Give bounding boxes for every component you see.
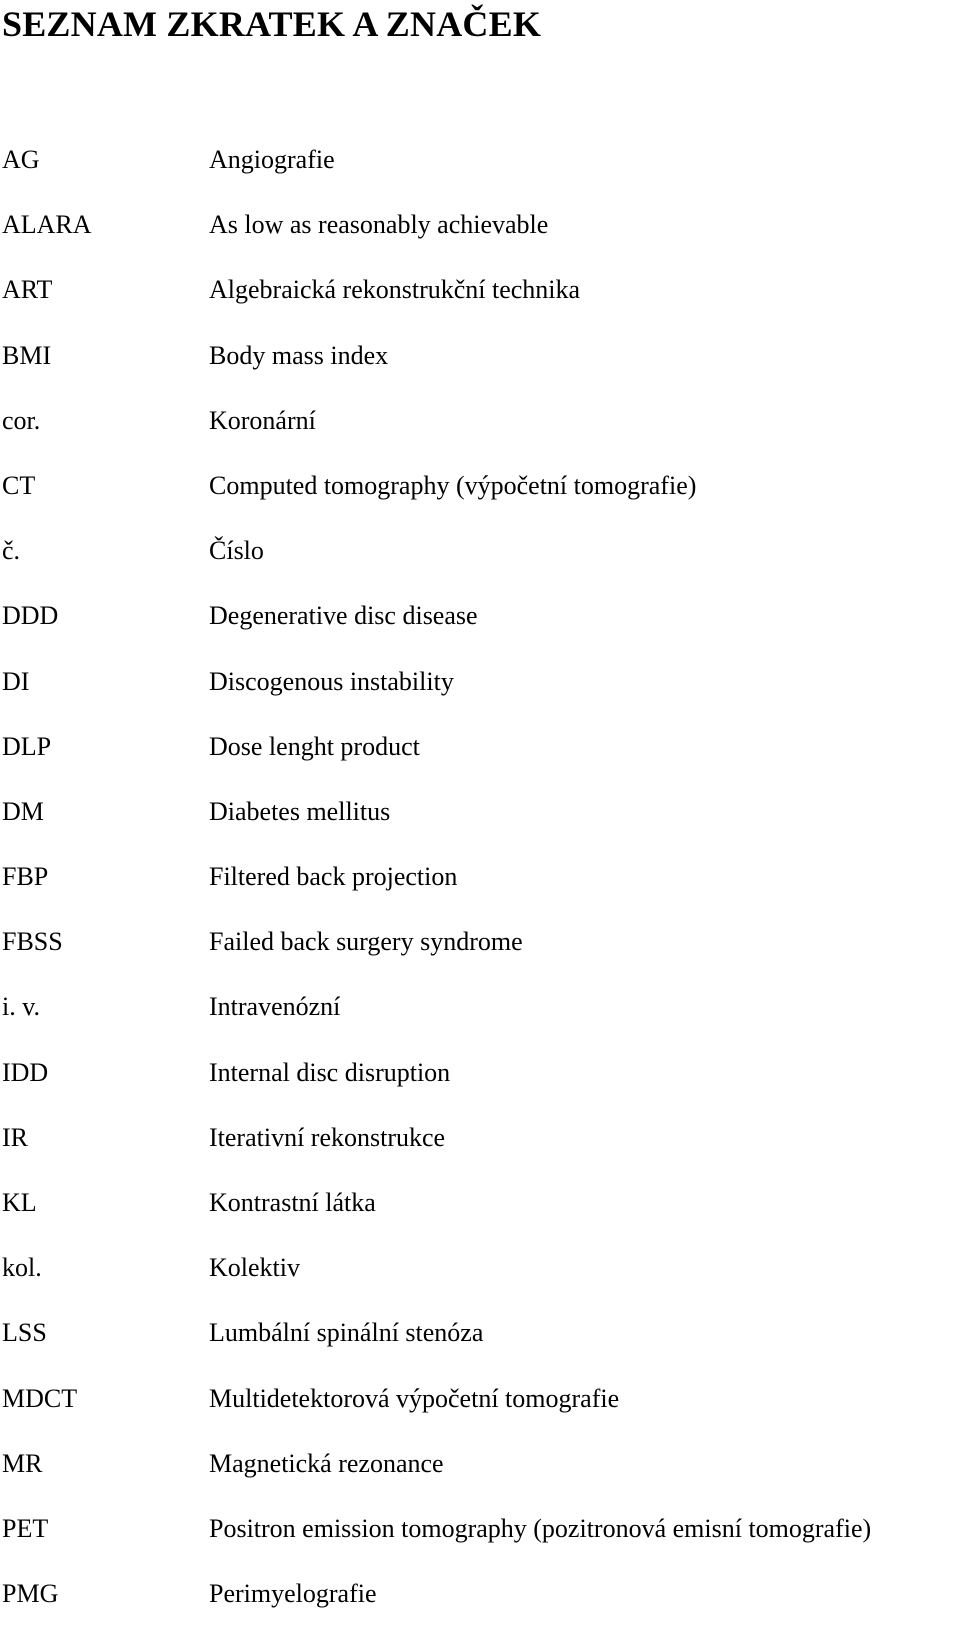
abbreviation: i. v. (2, 992, 41, 1022)
abbreviation: MDCT (2, 1383, 78, 1413)
abbreviation: DLP (2, 731, 52, 761)
list-item (0, 138, 960, 203)
abbreviation: DM (2, 796, 44, 826)
abbreviation-meaning: Algebraická rekonstrukční technika (209, 275, 581, 305)
list-item (0, 790, 960, 855)
abbreviation-meaning: Koronární (209, 405, 316, 435)
abbreviation: KL (2, 1188, 37, 1217)
list-item (0, 1572, 960, 1637)
list-item (0, 1246, 960, 1311)
list-item (0, 855, 960, 920)
abbreviation: DI (2, 666, 30, 696)
abbreviation-meaning: Filtered back projection (209, 862, 458, 892)
abbreviation-meaning: Degenerative disc disease (209, 601, 478, 631)
abbreviation: AG (2, 145, 40, 174)
abbreviation-meaning: Lumbální spinální stenóza (209, 1318, 484, 1348)
list-item (0, 399, 960, 464)
abbreviation-list (0, 138, 960, 1637)
abbreviation: CT (2, 470, 36, 500)
abbreviation-meaning: Diabetes mellitus (209, 796, 391, 826)
abbreviation-meaning: Failed back surgery syndrome (209, 927, 523, 957)
abbreviation-meaning: Perimyelografie (209, 1579, 377, 1609)
abbreviation: FBP (2, 862, 49, 892)
list-item (0, 594, 960, 659)
abbreviation: IDD (2, 1057, 49, 1087)
abbreviation: DDD (2, 601, 59, 631)
abbreviation-meaning: Číslo (209, 536, 264, 566)
list-item (0, 920, 960, 985)
abbreviation-meaning: Internal disc disruption (209, 1057, 451, 1087)
abbreviation: PET (2, 1513, 49, 1543)
abbreviation: cor. (2, 405, 41, 435)
abbreviation-meaning: Positron emission tomography (pozitronová emisní tomografie) (209, 1513, 872, 1543)
list-item (0, 529, 960, 594)
abbreviation-meaning: Dose lenght product (209, 731, 420, 761)
abbreviation-meaning: Intravenózní (209, 992, 341, 1022)
abbreviation-meaning: Body mass index (209, 340, 389, 370)
abbreviation-meaning: Kolektiv (209, 1253, 300, 1283)
list-item (0, 1051, 960, 1116)
abbreviation-meaning: Iterativní rekonstrukce (209, 1122, 446, 1152)
abbreviation: PMG (2, 1579, 59, 1609)
list-item (0, 268, 960, 333)
list-item (0, 1377, 960, 1442)
abbreviation: č. (2, 536, 21, 566)
abbreviation: LSS (2, 1318, 47, 1348)
list-item (0, 725, 960, 790)
abbreviation: IR (2, 1122, 28, 1152)
abbreviation-meaning: Multidetektorová výpočetní tomografie (209, 1383, 620, 1413)
abbreviation-meaning: Kontrastní látka (209, 1188, 376, 1217)
abbreviation: MR (2, 1448, 43, 1478)
abbreviation: kol. (2, 1253, 42, 1283)
list-item (0, 203, 960, 268)
abbreviation: BMI (2, 340, 52, 370)
list-item (0, 1442, 960, 1507)
abbreviation-meaning: Magnetická rezonance (209, 1448, 444, 1478)
abbreviation-meaning: As low as reasonably achievable (209, 210, 549, 240)
abbreviation: FBSS (2, 927, 63, 957)
list-item (0, 1181, 960, 1246)
list-item (0, 985, 960, 1050)
page-title: SEZNAM ZKRATEK A ZNAČEK (2, 4, 542, 44)
abbreviation: ART (2, 275, 53, 305)
list-item (0, 660, 960, 725)
list-item (0, 334, 960, 399)
list-item (0, 1507, 960, 1572)
list-item (0, 1311, 960, 1376)
abbreviation-meaning: Discogenous instability (209, 666, 454, 696)
abbreviation-meaning: Computed tomography (výpočetní tomografie) (209, 470, 697, 500)
list-item (0, 1116, 960, 1181)
abbreviation-meaning: Angiografie (209, 145, 335, 174)
list-item (0, 464, 960, 529)
abbreviation: ALARA (2, 210, 92, 240)
